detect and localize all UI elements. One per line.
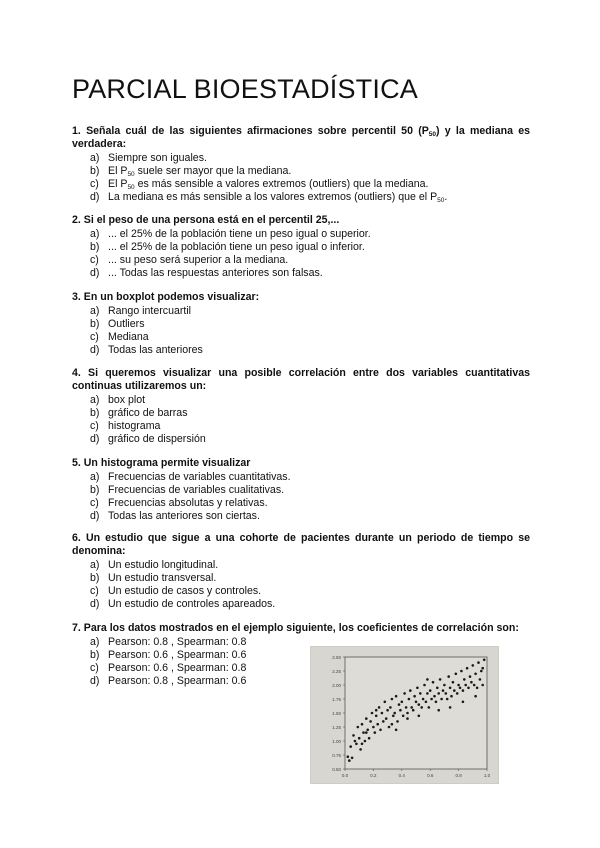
question-stem [72, 457, 530, 470]
data-point [446, 698, 449, 701]
option-item [90, 510, 530, 523]
option-text [108, 394, 145, 407]
option-item [90, 572, 530, 585]
option-item [90, 420, 530, 433]
data-point [439, 678, 442, 681]
option-text [108, 559, 218, 572]
data-point [408, 698, 411, 701]
data-point [418, 715, 421, 718]
data-point [455, 673, 458, 676]
option-item [90, 331, 530, 344]
text-segment: . [444, 191, 448, 203]
option-text [108, 497, 268, 510]
data-point [355, 743, 358, 746]
data-point [406, 717, 409, 720]
text-segment: Todas las anteriores [108, 344, 203, 356]
data-point [467, 687, 470, 690]
data-point [440, 698, 443, 701]
data-point [425, 701, 428, 704]
y-tick-label: 1.00 [332, 739, 341, 744]
option-letter: c) [90, 662, 99, 674]
data-point [462, 689, 465, 692]
text-segment: es más sensible a valores extremos (outliers) que la mediana. [134, 178, 429, 190]
text-segment: gráfico de barras [108, 407, 188, 419]
text-segment: Un estudio transversal. [108, 572, 217, 584]
question-stem [72, 125, 530, 151]
option-text [108, 649, 246, 662]
text-segment: Frecuencias de variables cuantitativas. [108, 471, 291, 483]
option-text [108, 152, 207, 165]
question-3 [72, 291, 530, 357]
option-letter: b) [90, 241, 100, 253]
option-text [108, 165, 291, 178]
data-point [463, 678, 466, 681]
data-point [435, 701, 438, 704]
text-segment: Un estudio de casos y controles. [108, 585, 262, 597]
option-text [108, 675, 246, 688]
data-point [420, 706, 423, 709]
data-point [354, 740, 357, 743]
option-letter: a) [90, 152, 100, 164]
data-point [366, 729, 369, 732]
data-point [361, 743, 364, 746]
option-text [108, 267, 323, 280]
question-5 [72, 457, 530, 523]
data-point [388, 726, 391, 729]
data-point [403, 692, 406, 695]
text-segment: ) y la mediana es verdadera: [72, 125, 531, 150]
text-segment: ... el 25% de la población tiene un peso igual o superior. [108, 228, 371, 240]
text-segment: suele ser mayor que la mediana. [134, 165, 292, 177]
option-letter: c) [90, 178, 99, 190]
data-point [352, 734, 355, 737]
option-letter: d) [90, 510, 100, 522]
x-tick-label: 0.6 [427, 773, 434, 778]
option-item [90, 471, 530, 484]
text-segment: Pearson: 0.6 , Spearman: 0.8 [108, 662, 247, 674]
data-point [376, 723, 379, 726]
data-point [351, 757, 354, 760]
question-1 [72, 125, 530, 204]
option-item [90, 484, 530, 497]
text-segment: 5. Un histograma permite visualizar [72, 457, 251, 469]
page-title: PARCIAL BIOESTADÍSTICA [72, 74, 418, 104]
option-letter: a) [90, 394, 100, 406]
subscript: 50 [428, 131, 437, 138]
text-segment: La mediana es más sensible a los valores extremos (outliers) que el P [108, 191, 438, 203]
data-point [395, 729, 398, 732]
data-point [442, 689, 445, 692]
text-segment: Frecuencias de variables cualitativas. [108, 484, 285, 496]
data-point [347, 755, 350, 758]
data-point [479, 678, 482, 681]
text-segment: El P [108, 178, 128, 190]
data-point [456, 692, 459, 695]
option-letter: c) [90, 331, 99, 343]
option-item [90, 433, 530, 446]
option-letter: a) [90, 228, 100, 240]
data-point [472, 664, 475, 667]
data-point [378, 706, 381, 709]
option-text [108, 241, 365, 254]
option-item [90, 344, 530, 357]
option-letter: c) [90, 254, 99, 266]
data-point [473, 684, 476, 687]
question-2 [72, 214, 530, 280]
option-text [108, 636, 246, 649]
data-point [359, 748, 362, 751]
data-point [371, 712, 374, 715]
option-item [90, 598, 530, 611]
scatter-plot [311, 647, 498, 783]
options-list [90, 228, 530, 280]
text-segment: ... el 25% de la población tiene un peso igual o inferior. [108, 241, 365, 253]
option-text [108, 318, 145, 331]
option-text [108, 471, 291, 484]
option-letter: b) [90, 649, 100, 661]
data-point [460, 670, 463, 673]
text-segment: Un estudio de controles apareados. [108, 598, 276, 610]
option-letter: a) [90, 471, 100, 483]
y-tick-label: 2.50 [332, 655, 341, 660]
text-segment: Todas las anteriores son ciertas. [108, 510, 260, 522]
x-tick-label: 0.0 [341, 773, 349, 778]
data-point [395, 695, 398, 698]
data-point [423, 684, 426, 687]
question-stem [72, 214, 530, 227]
data-point [433, 695, 436, 698]
text-segment: Mediana [108, 331, 149, 343]
data-point [392, 715, 395, 718]
data-point [398, 703, 401, 706]
data-point [447, 675, 450, 678]
option-letter: d) [90, 433, 100, 445]
options-list [90, 305, 530, 357]
option-item [90, 254, 530, 267]
data-point [361, 723, 364, 726]
data-point [469, 675, 472, 678]
text-segment: 1. Señala cuál de las siguientes afirmaciones sobre percentil 50 (P [72, 125, 429, 137]
scatter-plot-photo [310, 646, 499, 784]
option-item [90, 152, 530, 165]
option-item [90, 407, 530, 420]
data-point [362, 731, 365, 734]
option-item [90, 228, 530, 241]
data-point [402, 715, 405, 718]
option-letter: d) [90, 191, 100, 203]
data-point [357, 726, 360, 729]
data-point [452, 681, 455, 684]
option-item [90, 497, 530, 510]
option-item [90, 394, 530, 407]
options-list [90, 471, 530, 523]
data-point [462, 701, 465, 704]
options-list [90, 559, 530, 611]
data-point [391, 698, 394, 701]
text-segment: ... Todas las respuestas anteriores son falsas. [108, 267, 323, 279]
question-stem [72, 622, 530, 635]
option-letter: b) [90, 318, 100, 330]
data-point [437, 692, 440, 695]
data-point [405, 706, 408, 709]
option-letter: a) [90, 305, 100, 317]
option-letter: d) [90, 267, 100, 279]
text-segment: Frecuencias absolutas y relativas. [108, 497, 268, 509]
y-tick-label: 1.50 [332, 711, 341, 716]
option-item [90, 559, 530, 572]
text-segment: Rango intercuartil [108, 305, 192, 317]
options-list [90, 152, 530, 204]
option-text [108, 662, 246, 675]
data-point [393, 712, 396, 715]
data-point [396, 720, 399, 723]
data-point [358, 737, 361, 740]
text-segment: Pearson: 0.8 , Spearman: 0.6 [108, 675, 247, 687]
data-point [389, 706, 392, 709]
option-letter: b) [90, 165, 100, 177]
option-item [90, 191, 530, 204]
subscript: 50 [437, 197, 445, 204]
y-tick-label: 2.25 [332, 669, 341, 674]
data-point [386, 709, 389, 712]
option-letter: d) [90, 598, 100, 610]
option-text [108, 191, 447, 204]
y-tick-label: 2.00 [332, 683, 341, 688]
text-segment: Un estudio longitudinal. [108, 559, 219, 571]
option-letter: c) [90, 585, 99, 597]
data-point [413, 695, 416, 698]
x-tick-label: 1.0 [483, 773, 491, 778]
text-segment: Siempre son iguales. [108, 152, 207, 164]
option-text [108, 572, 216, 585]
option-text [108, 178, 429, 191]
data-point [470, 681, 473, 684]
data-point [429, 689, 432, 692]
data-point [365, 717, 368, 720]
option-item [90, 178, 530, 191]
data-point [368, 737, 371, 740]
x-tick-label: 0.4 [398, 773, 405, 778]
data-point [445, 692, 448, 695]
y-tick-label: 1.25 [332, 725, 341, 730]
text-segment: ... su peso será superior a la mediana. [108, 254, 289, 266]
data-point [426, 678, 429, 681]
data-point [364, 740, 367, 743]
option-text [108, 331, 149, 344]
data-point [464, 684, 467, 687]
data-point [422, 698, 425, 701]
data-point [406, 712, 409, 715]
data-point [474, 695, 477, 698]
option-letter: b) [90, 572, 100, 584]
data-point [415, 701, 418, 704]
data-point [399, 709, 402, 712]
text-segment: 3. En un boxplot podemos visualizar: [72, 291, 260, 303]
option-letter: d) [90, 675, 100, 687]
data-point [401, 701, 404, 704]
option-text [108, 484, 284, 497]
subscript: 50 [127, 184, 135, 191]
option-text [108, 598, 275, 611]
data-point [375, 709, 378, 712]
data-point [430, 698, 433, 701]
data-point [410, 706, 413, 709]
text-segment: Outliers [108, 318, 145, 330]
data-point [449, 687, 452, 690]
data-point [382, 720, 385, 723]
question-stem [72, 532, 530, 558]
option-text [108, 510, 260, 523]
y-tick-label: 0.75 [332, 753, 341, 758]
data-point [412, 709, 415, 712]
text-segment: box plot [108, 394, 146, 406]
text-segment: histograma [108, 420, 161, 432]
data-point [449, 706, 452, 709]
option-text [108, 228, 371, 241]
data-point [443, 684, 446, 687]
data-point [476, 687, 479, 690]
x-tick-label: 0.2 [370, 773, 377, 778]
data-point [384, 701, 387, 704]
data-point [480, 670, 483, 673]
option-letter: a) [90, 636, 100, 648]
question-stem [72, 367, 530, 393]
question-4 [72, 367, 530, 446]
data-point [375, 715, 378, 718]
data-point [436, 687, 439, 690]
data-point [348, 759, 351, 762]
data-point [457, 684, 460, 687]
data-point [466, 667, 469, 670]
option-text [108, 420, 160, 433]
text-segment: Pearson: 0.6 , Spearman: 0.6 [108, 649, 247, 661]
data-point [453, 689, 456, 692]
plot-area [345, 657, 487, 769]
option-letter: c) [90, 497, 99, 509]
subscript: 50 [127, 171, 135, 178]
data-point [391, 723, 394, 726]
text-segment: 4. Si queremos visualizar una posible correlación entre dos variables cuantitativas continuas utilizaremos un: [72, 367, 530, 392]
option-text [108, 433, 206, 446]
data-point [450, 695, 453, 698]
data-point [481, 684, 484, 687]
text-segment: 7. Para los datos mostrados en el ejemplo siguiente, los coeficientes de correlación son: [72, 622, 519, 634]
y-tick-label: 1.75 [332, 697, 341, 702]
text-segment: gráfico de dispersión [108, 433, 206, 445]
data-point [385, 717, 388, 720]
data-point [349, 745, 352, 748]
data-point [418, 703, 421, 706]
options-list [90, 394, 530, 446]
data-point [428, 706, 431, 709]
option-item [90, 165, 530, 178]
option-letter: b) [90, 407, 100, 419]
option-item [90, 318, 530, 331]
data-point [474, 673, 477, 676]
option-text [108, 254, 288, 267]
text-segment: 6. Un estudio que sigue a una cohorte de pacientes durante un periodo de tiempo se denomina: [72, 532, 530, 557]
option-text [108, 585, 261, 598]
data-point [481, 667, 484, 670]
data-point [416, 687, 419, 690]
data-point [459, 687, 462, 690]
data-point [419, 692, 422, 695]
question-6 [72, 532, 530, 611]
option-letter: d) [90, 344, 100, 356]
text-segment: 2. Si el peso de una persona está en el percentil 25,... [72, 214, 340, 226]
question-stem [72, 291, 530, 304]
data-point [437, 709, 440, 712]
option-letter: a) [90, 559, 100, 571]
option-text [108, 344, 203, 357]
option-item [90, 267, 530, 280]
text-segment: Pearson: 0.8 , Spearman: 0.8 [108, 636, 247, 648]
data-point [374, 731, 377, 734]
data-point [477, 661, 480, 664]
y-tick-label: 0.50 [332, 767, 341, 772]
option-item [90, 305, 530, 318]
data-point [432, 681, 435, 684]
x-tick-label: 0.8 [455, 773, 462, 778]
data-point [483, 659, 486, 662]
option-text [108, 407, 188, 420]
option-item [90, 241, 530, 254]
data-point [426, 692, 429, 695]
data-point [381, 712, 384, 715]
option-item [90, 585, 530, 598]
option-letter: c) [90, 420, 99, 432]
data-point [409, 689, 412, 692]
data-point [365, 731, 368, 734]
text-segment: El P [108, 165, 128, 177]
data-point [379, 729, 382, 732]
option-text [108, 305, 191, 318]
data-point [372, 726, 375, 729]
option-letter: b) [90, 484, 100, 496]
data-point [369, 720, 372, 723]
